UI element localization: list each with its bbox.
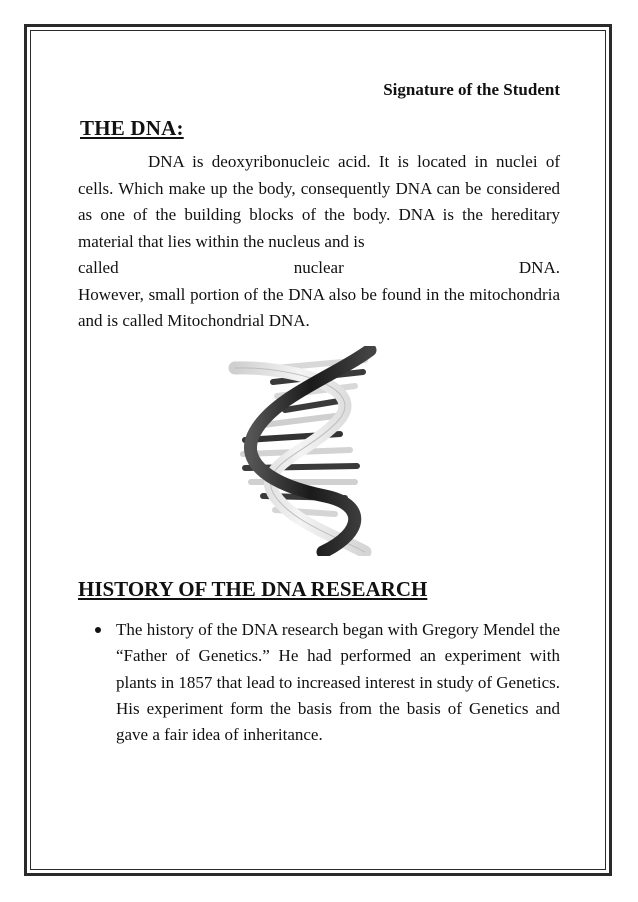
dna-heading: THE DNA:	[80, 116, 184, 140]
spread-word: nuclear	[293, 258, 344, 277]
dna-paragraph-text: DNA is deoxyribonucleic acid. It is located in nuclei of cells. Which make up the body, consequently DNA can be considered as one of the building blocks of the body. DNA is the hereditary material that lies within the nucleus and is	[78, 152, 560, 251]
signature-label: Signature of the Student	[383, 80, 560, 99]
dna-spread-line	[78, 255, 560, 282]
dna-paragraph	[78, 149, 560, 335]
dna-helix-image	[215, 346, 390, 556]
dna-paragraph-end: However, small portion of the DNA also be found in the mitochondria and is called Mitochondrial DNA.	[78, 284, 560, 330]
spread-word: DNA.	[518, 258, 560, 277]
history-heading: HISTORY OF THE DNA RESEARCH	[78, 577, 428, 601]
list-item	[78, 617, 560, 748]
history-bullet-list	[78, 617, 560, 748]
spread-word: called	[78, 258, 119, 277]
list-item-text: The history of the DNA research began with Gregory Mendel the “Father of Genetics.” He had performed an experiment with plants in 1857 that lead to increased interest in study of Genetics. His experiment form the basis from the basis of Genetics and gave a fair idea of inheritance.	[116, 620, 560, 745]
bullet-icon	[95, 627, 101, 633]
